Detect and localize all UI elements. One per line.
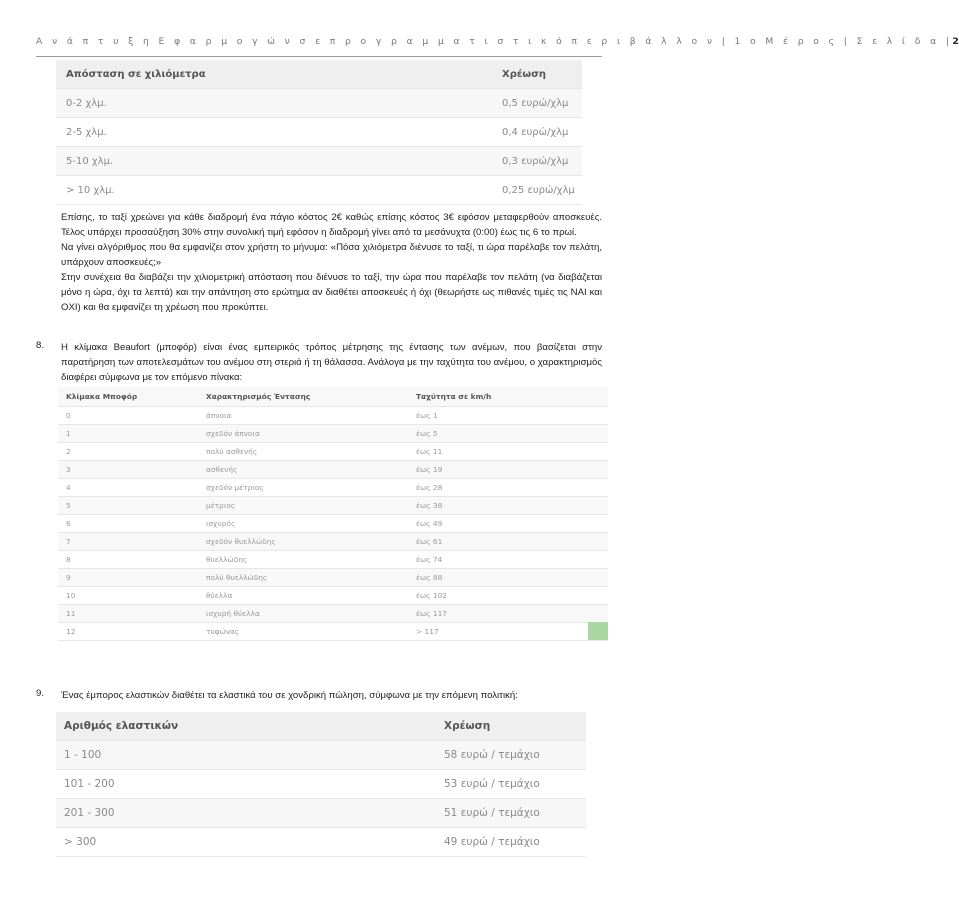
table-row (56, 176, 582, 205)
table-cell: έως 1 (416, 411, 438, 420)
table-cell: 11 (66, 609, 76, 618)
table-cell: έως 117 (416, 609, 447, 618)
paragraph: Να γίνει αλγόριθμος που θα εμφανίζει στον χρήστη το μήνυμα: «Πόσα χιλιόμετρα διένυσε το ταξί, τι ώρα παρέλαβε τον πελάτη, υπάρχουν αποσκευές;» (61, 242, 602, 268)
table-row (56, 118, 582, 147)
page-number: 2 (952, 36, 959, 47)
table-cell: άπνοια (206, 411, 232, 420)
table-cell: 5 (66, 501, 71, 510)
table-row (56, 799, 586, 828)
table-cell: > 10 χλμ. (66, 184, 115, 196)
table-row (58, 551, 608, 569)
table-cell: 201 - 300 (64, 807, 115, 819)
table-row (56, 770, 586, 799)
table-cell: 0-2 χλμ. (66, 97, 107, 109)
table-cell: τυφώνας (206, 627, 240, 636)
table-cell: έως 38 (416, 501, 443, 510)
column-header: Χρέωση (444, 720, 491, 732)
beaufort-exercise-text: Η κλίμακα Beaufort (μποφόρ) είναι ένας εμπειρικός τρόπος μέτρησης της έντασης των ανέμων, που βασίζεται στην παρατήρηση των αποτελεσμάτων του ανέμου στη στεριά ή τη θάλασσα. Ανάλογα με την ταχύτητα του ανέμου, ο χαρακτηρισμός διαφέρει σύμφωνα με τον επόμενο πίνακα: (61, 342, 602, 383)
table-cell: έως 5 (416, 429, 438, 438)
table-cell: έως 11 (416, 447, 443, 456)
column-header: Ταχύτητα σε km/h (416, 392, 492, 401)
table-row (58, 605, 608, 623)
running-header (36, 36, 959, 57)
table-cell: > 300 (64, 836, 97, 848)
table-row (58, 407, 608, 425)
table-row (56, 147, 582, 176)
table-row (58, 425, 608, 443)
paragraph: Στην συνέχεια θα διαβάζει την χιλιομετρική απόσταση που διένυσε το ταξί, την ώρα που παρέλαβε τον πελάτη (να διαβάζεται μόνο η ώρα, όχι τα λεπτά) και την απάντηση στο ερώτημα αν διαθέτει αποσκευές ή όχι (θεωρήστε ως πιθανές τιμές τις ΝΑΙ και ΟΧΙ) και θα εμφανίζει τη χρέωση που προκύπτει. (61, 272, 602, 313)
table-cell: έως 61 (416, 537, 443, 546)
column-header: Κλίμακα Μποφόρ (66, 392, 138, 401)
column-header: Χρέωση (502, 68, 547, 80)
taxi-exercise-text (61, 210, 602, 315)
table-row (58, 587, 608, 605)
table-row (56, 89, 582, 118)
table-row (58, 443, 608, 461)
table-cell: 53 ευρώ / τεμάχιο (444, 778, 540, 790)
table-cell: 0,4 ευρώ/χλμ (502, 126, 569, 138)
column-header: Χαρακτηρισμός Έντασης (206, 392, 311, 401)
table-row (58, 479, 608, 497)
beaufort-table (58, 387, 608, 641)
column-header: Αριθμός ελαστικών (64, 720, 179, 732)
table-cell: έως 49 (416, 519, 443, 528)
taxi-distance-table (56, 60, 582, 205)
paragraph: Επίσης, το ταξί χρεώνει για κάθε διαδρομή ένα πάγιο κόστος 2€ καθώς επίσης κόστος 3€ εφόσον μεταφερθούν αποσκευές. Τέλος υπάρχει προσαύξηση 30% στην συνολική τιμή εφόσον η διαδρομή γίνει από τα μεσάνυχτα (0:00) έως τις 6 το πρωί. (61, 212, 602, 238)
table-header-row (58, 387, 608, 407)
table-cell: 0,3 ευρώ/χλμ (502, 155, 569, 167)
table-header-row (56, 60, 582, 89)
table-cell: > 117 (416, 627, 439, 636)
table-cell: έως 74 (416, 555, 443, 564)
table-cell: 5-10 χλμ. (66, 155, 114, 167)
table-row (58, 497, 608, 515)
table-cell: σχεδόν θυελλώδης (206, 537, 276, 546)
table-row (58, 623, 608, 641)
table-cell: 7 (66, 537, 71, 546)
table-cell: 9 (66, 573, 71, 582)
table-cell: μέτριος (206, 501, 236, 510)
table-cell: 1 - 100 (64, 749, 102, 761)
table-cell: 0 (66, 411, 71, 420)
table-cell: ασθενής (206, 465, 238, 474)
part-label: | 1 ο Μ έ ρ ο ς | Σ ε λ ί δ α | (721, 36, 953, 47)
table-header-row (56, 712, 586, 741)
green-corner-mark (588, 622, 608, 640)
table-cell: ισχυρή θύελλα (206, 609, 260, 618)
table-cell: ισχυρός (206, 519, 236, 528)
table-cell: σχεδόν μέτριος (206, 483, 264, 492)
table-cell: 101 - 200 (64, 778, 115, 790)
table-cell: 4 (66, 483, 71, 492)
item-number: 8. (36, 340, 45, 351)
table-cell: 10 (66, 591, 76, 600)
table-cell: έως 19 (416, 465, 443, 474)
running-title: Α ν ά π τ υ ξ η Ε φ α ρ μ ο γ ώ ν σ ε π ρ ο γ ρ α μ μ α τ ι σ τ ι κ ό π ε ρ ι β ά λ λ ο ν (36, 36, 716, 47)
table-row (58, 569, 608, 587)
table-cell: 0,5 ευρώ/χλμ (502, 97, 569, 109)
table-cell: 49 ευρώ / τεμάχιο (444, 836, 540, 848)
table-cell: έως 88 (416, 573, 443, 582)
item-number: 9. (36, 688, 45, 699)
table-cell: έως 102 (416, 591, 447, 600)
table-cell: πολύ ασθενής (206, 447, 258, 456)
table-cell: 2 (66, 447, 71, 456)
table-cell: θυελλώδης (206, 555, 248, 564)
table-cell: πολύ θυελλώδης (206, 573, 268, 582)
table-cell: 0,25 ευρώ/χλμ (502, 184, 575, 196)
table-cell: 12 (66, 627, 76, 636)
table-cell: 8 (66, 555, 71, 564)
table-cell: θύελλα (206, 591, 233, 600)
table-cell: 6 (66, 519, 71, 528)
column-header: Απόσταση σε χιλιόμετρα (66, 68, 206, 80)
table-cell: 1 (66, 429, 71, 438)
table-row (58, 515, 608, 533)
table-row (56, 741, 586, 770)
table-cell: 3 (66, 465, 71, 474)
table-cell: σχεδόν άπνοια (206, 429, 260, 438)
table-row (58, 461, 608, 479)
tires-pricing-table (56, 712, 586, 857)
table-cell: 58 ευρώ / τεμάχιο (444, 749, 540, 761)
table-cell: 51 ευρώ / τεμάχιο (444, 807, 540, 819)
tires-exercise-text: Ένας έμπορος ελαστικών διαθέτει τα ελαστικά του σε χονδρική πώληση, σύμφωνα με την επόμενη πολιτική: (61, 690, 518, 701)
table-cell: 2-5 χλμ. (66, 126, 107, 138)
table-row (58, 533, 608, 551)
table-cell: έως 28 (416, 483, 443, 492)
table-row (56, 828, 586, 857)
